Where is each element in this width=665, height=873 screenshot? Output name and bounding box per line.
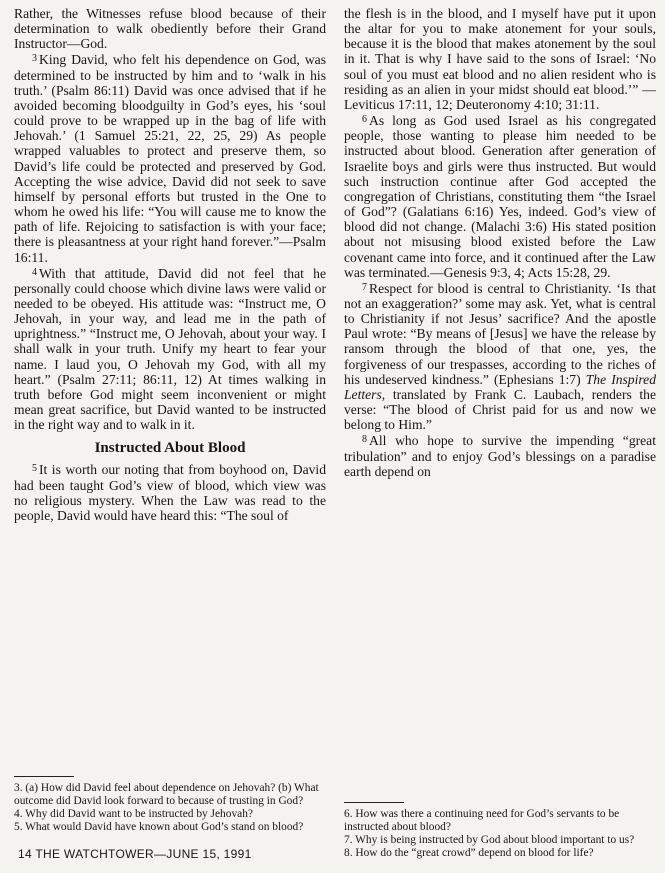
paragraph-5-text: It is worth our noting that from boyhood on, David had been taught God’s view of blood, which view was no religious mystery. When the Law was read to the people, David would have heard this: “The soul of xyxy=(14,462,326,523)
paragraph-number: 8 xyxy=(362,434,367,446)
paragraph-4-text: With that attitude, David did not feel that he personally could choose which divine laws were valid or needed to be obeyed. His attitude was: “Instruct me, O Jehovah, in your way, and lead me in the path of uprightness.” “Instruct me, O Jehovah, about your way. I shall walk in your truth. Unify my heart to fear your name. I laud you, O Jehovah my God, with all my heart.” (Psalm 27:11; 86:11, 12) At times walking in truth before God might seem inconvenient or might mean great sacrifice, but David wanted to be instructed in the right way and to walk in it. xyxy=(14,265,326,433)
study-question: 4. Why did David want to be instructed by Jehovah? xyxy=(14,807,253,820)
paragraph-7-text-continued: translated by Frank C. Laubach, renders the verse: “The blood of Christ paid for us and now we belong to Him.” xyxy=(344,386,657,433)
paragraph-8 xyxy=(344,432,656,478)
right-column xyxy=(344,6,656,479)
paragraph-4 xyxy=(14,265,326,433)
divider xyxy=(14,776,74,777)
study-question: 6. How was there a continuing need for God’s servants to be instructed about blood? xyxy=(344,808,620,833)
paragraph-3 xyxy=(14,51,326,264)
section-heading: Instructed About Blood xyxy=(94,440,246,457)
study-question: 7. Why is being instructed by God about blood important to us? xyxy=(344,833,635,846)
right-study-questions xyxy=(344,796,656,860)
study-question: 5. What would David have known about God’s stand on blood? xyxy=(14,820,304,833)
paragraph-number: 7 xyxy=(362,281,367,293)
paragraph-6-text: As long as God used Israel as his congregated people, those wanting to please him needed to be instructed about blood. Generation after generation of Israelite boys and girls were thus instructed. But would such instruction continue after God accepted the congregation of Christians, constituting them “the Israel of God”? (Galatians 6:16) Yes, indeed. God’s view of blood did not change. (Malachi 3:6) His stated position about not misusing blood existed before the Law covenant came into force, and it continued after the Law was terminated.—Genesis 9:3, 4; Acts 15:28, 29. xyxy=(344,113,656,280)
paragraph-number: 5 xyxy=(32,463,37,475)
paragraph-7 xyxy=(344,280,656,433)
paragraph-8-text: All who hope to survive the impending “great tribulation” and to enjoy God’s blessings on a paradise earth depend on xyxy=(344,433,656,479)
paragraph-6 xyxy=(344,112,656,280)
study-question: 8. How do the “great crowd” depend on blood for life? xyxy=(344,846,594,859)
book-title: The Inspired Letters, xyxy=(344,371,656,402)
left-study-questions xyxy=(14,770,326,834)
study-question: 3. (a) How did David feel about dependence on Jehovah? (b) What outcome did David look forward to because of trusting in God? xyxy=(14,782,319,807)
left-column xyxy=(14,6,326,523)
paragraph-3-text: King David, who felt his dependence on God, was determined to be instructed by him and to ‘walk in his truth.’ (Psalm 86:11) David was once advised that if he avoided becoming bloodguilty in God’s eyes, his ‘soul could prove to be wrapped up in the bag of life with Jehovah.’ (1 Samuel 25:21, 22, 25, 29) As people wrapped valuables to protect and preserve them, so David’s life could be protected and preserved by God. Accepting the wise advice, David did not seek to save himself by personal efforts but trusted in the One to whom he owed his life: “You will cause me to know the path of life. Rejoicing to satisfaction is with your face; there is pleasantness at your right hand forever.”—Psalm 16:11. xyxy=(14,52,326,265)
paragraph-number: 6 xyxy=(362,114,367,126)
paragraph-number: 3 xyxy=(32,53,37,65)
paragraph-2-end: Rather, the Witnesses refuse blood because of their determination to walk obediently before their Grand Instructor—God. xyxy=(14,6,326,52)
paragraph-5-continued: the flesh is in the blood, and I myself have put it upon the altar for you to make atonement for your souls, because it is the blood that makes atonement by the soul in it. That is why I have said to the sons of Israel: ‘No soul of you must eat blood and no alien resident who is residing as an alien in your midst should eat blood.’” —Leviticus 17:11, 12; Deuteronomy 4:10; 31:11. xyxy=(344,6,656,112)
page-footer: 14 THE WATCHTOWER—JUNE 15, 1991 xyxy=(18,847,252,861)
paragraph-5 xyxy=(14,461,326,523)
divider xyxy=(344,802,404,803)
paragraph-number: 4 xyxy=(32,266,37,278)
paragraph-7-text: Respect for blood is central to Christianity. ‘Is that not an exaggeration?’ some may ask. Yet, what is central to Christianity if not Jesus’ sacrifice? And the apostle Paul wrote: “By means of [Jesus] we have the release by ransom through the blood of that one, yes, the forgiveness of our trespasses, according to the riches of his undeserved kindness.” (Ephesians 1:7) xyxy=(344,280,656,387)
